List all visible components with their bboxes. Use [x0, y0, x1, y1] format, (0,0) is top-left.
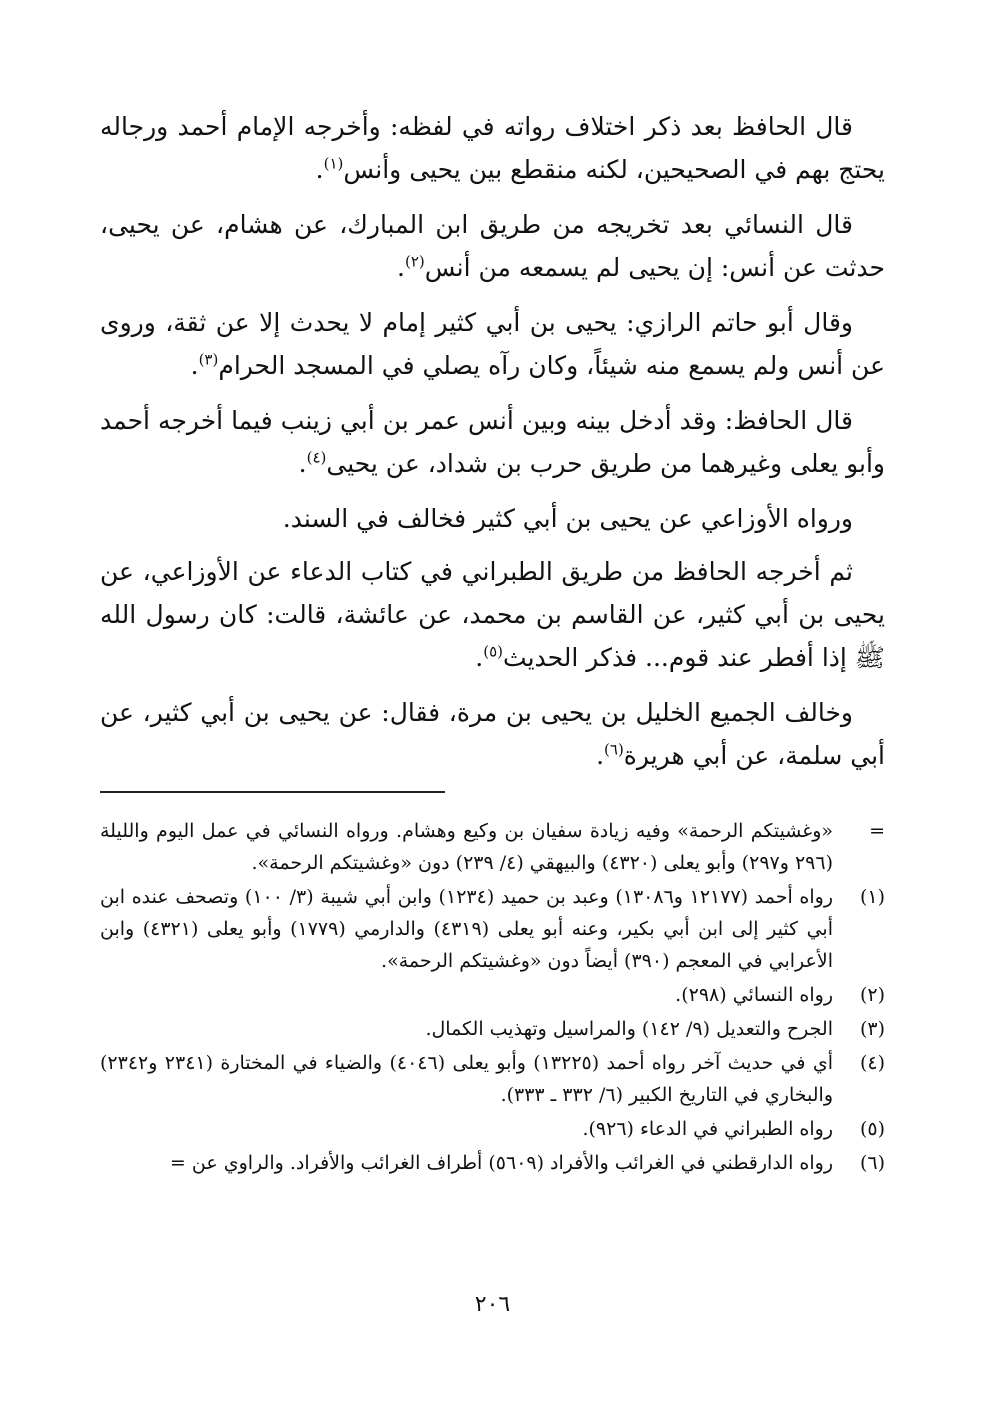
footnote-text: رواه النسائي (٢٩٨).: [675, 984, 833, 1006]
footnote-text: الجرح والتعديل (٩/ ١٤٢) والمراسيل وتهذيب الكمال.: [425, 1018, 833, 1040]
footnote-number: (١): [859, 886, 885, 908]
main-text: [100, 105, 885, 777]
footnotes: [100, 815, 885, 1179]
footnote-text: أي في حديث آخر رواه أحمد (١٣٢٢٥) وأبو يعلى (٤٠٤٦) والضياء في المختارة (٢٣٤١ و٢٣٤٢) والبخاري في التاريخ الكبير (٦/ ٣٣٢ ـ ٣٣٣).: [100, 1052, 833, 1106]
footnote: [100, 1047, 885, 1111]
footnote: [100, 1147, 885, 1179]
footnote-ref: (٣): [198, 350, 219, 369]
paragraph: قال النسائي بعد تخريجه من طريق ابن المبارك، عن هشام، عن يحيى، حدثت عن أنس: إن يحيى لم يسمعه من أنس$^{(٢)}$.: [100, 210, 885, 282]
paragraph: وخالف الجميع الخليل بن يحيى بن مرة، فقال: عن يحيى بن أبي كثير، عن أبي سلمة، عن أبي هريرة$^{(٦)}$.: [100, 698, 885, 770]
footnote-ref: (٢): [405, 252, 425, 271]
footnote-number: (٥): [859, 1118, 885, 1140]
footnote-text: «وغشيتكم الرحمة» وفيه زيادة سفيان بن وكيع وهشام. ورواه النسائي في عمل اليوم والليلة (٢٩٦ و٢٩٧) وأبو يعلى (٤٣٢٠) والبيهقي (٤/ ٢٣٩) دون «وغشيتكم الرحمة».: [100, 820, 833, 874]
footnote: [100, 1113, 885, 1145]
footnote-text: رواه الدارقطني في الغرائب والأفراد (٥٦٠٩) أطراف الغرائب والأفراد. والراوي عن =: [169, 1152, 833, 1174]
footnote-ref: (٥): [483, 642, 504, 661]
footnote-text: رواه الطبراني في الدعاء (٩٢٦).: [582, 1118, 833, 1140]
footnote-ref: (١): [323, 154, 344, 173]
footnote: [100, 881, 885, 977]
footnote: [100, 979, 885, 1011]
paragraph: ورواه الأوزاعي عن يحيى بن أبي كثير فخالف في السند.: [282, 504, 853, 533]
paragraph: قال الحافظ بعد ذكر اختلاف رواته في لفظه: وأخرجه الإمام أحمد ورجاله يحتج بهم في الصحيحين، لكنه منقطع بين يحيى وأنس$^{(١)}$.: [100, 112, 885, 184]
book-page: [100, 105, 885, 1181]
footnote-separator: [100, 791, 445, 793]
footnote-text: رواه أحمد (١٢١٧٧ و١٣٠٨٦) وعبد بن حميد (١٢٣٤) وابن أبي شيبة (٣/ ١٠٠) وتصحف عنده ابن أبي كثير إلى ابن أبي بكير، وعنه أبو يعلى (٤٣١٩) والدارمي (١٧٧٩) وأبو يعلى (٤٣٢١) وابن الأعرابي في المعجم (٣٩٠) أيضاً دون «وغشيتكم الرحمة».: [100, 886, 833, 972]
footnote-ref: (٤): [306, 448, 327, 467]
footnote: [100, 815, 885, 879]
paragraph: ثم أخرجه الحافظ من طريق الطبراني في كتاب الدعاء عن الأوزاعي، عن يحيى بن أبي كثير، عن القاسم بن محمد، عن عائشة، قالت: كان رسول الله ﷺ إذا أفطر عند قوم... فذكر الحديث$^{(٥)}$.: [100, 557, 885, 672]
paragraph: قال الحافظ: وقد أدخل بينه وبين أنس عمر بن أبي زينب فيما أخرجه أحمد وأبو يعلى وغيرهما من طريق حرب بن شداد، عن يحيى$^{(٤)}$.: [100, 406, 885, 478]
footnote-number: (٦): [859, 1152, 885, 1174]
footnote-ref: (٦): [604, 740, 624, 759]
page-number: ٢٠٦: [474, 1292, 511, 1317]
footnote-number: =: [869, 820, 885, 842]
footnote-number: (٣): [859, 1018, 885, 1040]
paragraph: وقال أبو حاتم الرازي: يحيى بن أبي كثير إمام لا يحدث إلا عن ثقة، وروى عن أنس ولم يسمع منه شيئاً، وكان رآه يصلي في المسجد الحرام$^{(٣)}$.: [100, 308, 885, 380]
footnote-number: (٢): [859, 984, 885, 1006]
footnote-number: (٤): [859, 1052, 885, 1074]
footnote: [100, 1013, 885, 1045]
